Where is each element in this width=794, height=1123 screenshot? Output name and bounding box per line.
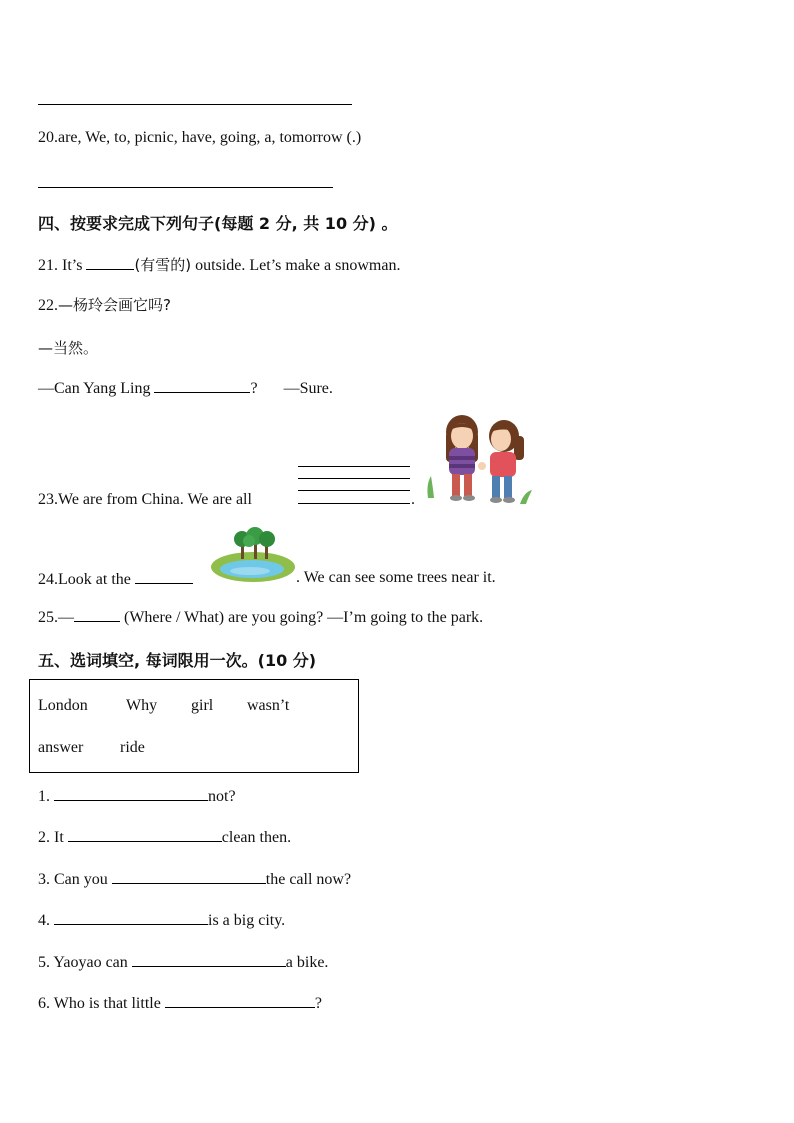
dash: — (58, 609, 74, 626)
text-after: outside. Let’s make a snowman. (195, 257, 401, 274)
question-number: 24. (38, 571, 58, 588)
text-after: ? (250, 380, 258, 397)
answer-line-19[interactable] (38, 104, 352, 105)
fill-item-6 (38, 993, 322, 1013)
question-24-after: . We can see some trees near it. (296, 569, 496, 586)
letter-line-1 (298, 466, 410, 467)
blank-22[interactable] (154, 378, 250, 393)
word-london: London (38, 697, 88, 714)
text-after: is a big city. (208, 912, 286, 929)
item-number: 5. (38, 954, 50, 971)
text-before: Who is that little (53, 995, 161, 1012)
section-5-heading: 五、选词填空, 每词限用一次。(10 分) (38, 651, 317, 670)
fill-item-4 (38, 910, 285, 930)
text-after: ? (314, 995, 322, 1012)
fill-item-5 (38, 952, 328, 972)
section-4-heading: 四、按要求完成下列句子(每题 2 分, 共 10 分) 。 (38, 214, 398, 233)
text-after: the call now? (265, 871, 352, 888)
question-number: 25. (38, 609, 58, 626)
item-number: 2. (38, 829, 50, 846)
word-wasnt: wasn’t (247, 697, 290, 714)
fill-item-2 (38, 827, 291, 847)
blank-3[interactable] (112, 869, 266, 884)
en-question-22 (38, 378, 333, 398)
blank-2[interactable] (68, 827, 222, 842)
options: (Where / What) (124, 609, 225, 626)
text-after: a bike. (285, 954, 329, 971)
cn-answer: —当然。 (38, 339, 99, 357)
text-before: It’s (62, 257, 83, 274)
hint: (有雪的) (134, 256, 192, 274)
question-24 (38, 569, 193, 589)
question-20 (38, 129, 361, 147)
fill-item-1 (38, 786, 236, 806)
text-before: Can you (54, 871, 108, 888)
text-before: —Can Yang Ling (38, 380, 151, 397)
blank-25[interactable] (74, 607, 120, 622)
question-22 (38, 294, 171, 315)
word-ride: ride (120, 739, 145, 756)
item-number: 1. (38, 788, 50, 805)
question-25 (38, 607, 483, 627)
question-number: 23. (38, 491, 58, 508)
en-answer: —Sure. (283, 380, 333, 397)
word-box (29, 679, 359, 773)
blank-4[interactable] (54, 910, 208, 925)
item-number: 6. (38, 995, 50, 1012)
blank-24[interactable] (135, 569, 193, 584)
cn-question: —杨玲会画它吗? (58, 296, 171, 314)
answer-line-20[interactable] (38, 187, 333, 188)
question-23 (38, 491, 252, 509)
word-girl: girl (191, 697, 214, 714)
question-number: 21. (38, 257, 58, 274)
question-number: 20. (38, 129, 58, 146)
blank-5[interactable] (132, 952, 286, 967)
answer: —I’m going to the park. (327, 609, 484, 626)
letter-line-3 (298, 490, 410, 491)
blank-1[interactable] (54, 786, 208, 801)
word-why: Why (126, 697, 158, 714)
text-before: Look at the (58, 571, 131, 588)
item-number: 3. (38, 871, 50, 888)
question-text: are, We, to, picnic, have, going, a, tomorrow (.) (58, 129, 362, 146)
question-number: 22. (38, 297, 58, 314)
text-before: Yaoyao can (53, 954, 128, 971)
item-number: 4. (38, 912, 50, 929)
letter-line-2 (298, 478, 410, 479)
fill-item-3 (38, 869, 351, 889)
letter-line-4[interactable] (298, 503, 410, 504)
word-answer: answer (38, 739, 84, 756)
text-after: clean then. (221, 829, 292, 846)
question-text: We are from China. We are all (58, 491, 252, 508)
blank-6[interactable] (165, 993, 315, 1008)
pond-illustration (210, 527, 296, 583)
text-after: are you going? (228, 609, 324, 626)
friends-illustration (422, 412, 537, 508)
text-after: not? (208, 788, 236, 805)
question-23-end: . (411, 491, 415, 508)
question-21 (38, 254, 400, 275)
blank-21[interactable] (86, 255, 134, 270)
text-before: It (54, 829, 64, 846)
